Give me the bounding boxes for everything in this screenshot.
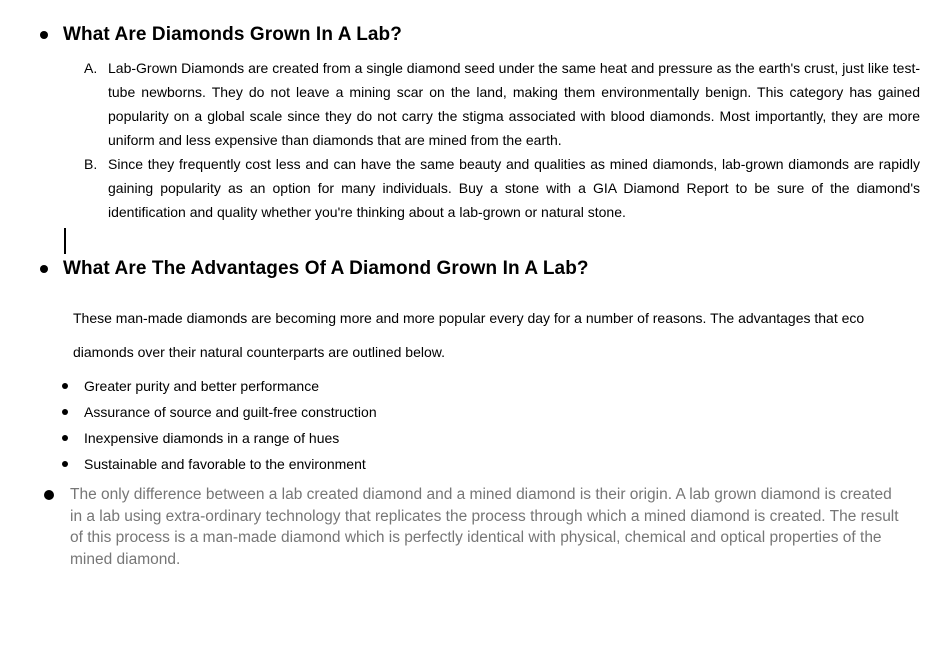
lettered-list: [84, 56, 920, 224]
advantages-list: [62, 373, 948, 477]
bullet-icon: [62, 461, 68, 467]
list-item-text: Inexpensive diamonds in a range of hues: [84, 430, 340, 446]
list-item[interactable]: [84, 56, 920, 152]
list-item-text: Assurance of source and guilt-free construction: [84, 404, 377, 420]
section2-heading-row: [40, 256, 948, 282]
bullet-icon: [40, 31, 48, 39]
list-item[interactable]: [84, 152, 920, 224]
paragraph-text: Since they frequently cost less and can have the same beauty and qualities as mined diamonds, lab-grown diamonds are rapidly gaining popularity as an option for many individuals. Buy a stone with a GIA Diamond Report to be sure of the diamond's identification and quality whether you're thinking about a lab-grown or natural stone.: [108, 156, 920, 220]
bullet-icon: [62, 435, 68, 441]
list-item[interactable]: [62, 399, 948, 425]
bullet-icon: [44, 490, 54, 500]
list-item[interactable]: [62, 425, 948, 451]
text-cursor: [64, 228, 66, 254]
section1-heading[interactable]: What Are Diamonds Grown In A Lab?: [63, 24, 402, 45]
bullet-icon: [62, 409, 68, 415]
bullet-icon: [62, 383, 68, 389]
paragraph-text: Lab-Grown Diamonds are created from a single diamond seed under the same heat and pressure as the earth's crust, just like test-tube newborns. They do not leave a mining scar on the land, making them environmentally benign. This category has gained popularity on a global scale since they do not carry the stigma associated with blood diamonds. Most importantly, they are more uniform and less expensive than diamonds that are mined from the earth.: [108, 60, 920, 148]
list-item-text: Sustainable and favorable to the environment: [84, 456, 366, 472]
section2-heading[interactable]: What Are The Advantages Of A Diamond Grown In A Lab?: [63, 258, 589, 279]
section1-heading-row: [40, 22, 948, 48]
bullet-icon: [40, 265, 48, 273]
note-paragraph-text: The only difference between a lab created diamond and a mined diamond is their origin. A lab grown diamond is created in a lab using extra-ordinary technology that replicates the process through which a mined diamond is created. The result of this process is a man-made diamond which is perfectly identical with physical, chemical and optical properties of the mined diamond.: [70, 486, 899, 568]
list-item[interactable]: [62, 451, 948, 477]
intro-paragraph[interactable]: These man-made diamonds are becoming more and more popular every day for a number of reasons. The advantages that eco diamonds over their natural counterparts are outlined below.: [73, 310, 865, 360]
note-paragraph-row[interactable]: [44, 484, 948, 570]
list-item-text: Greater purity and better performance: [84, 378, 320, 394]
list-marker: A.: [84, 60, 98, 76]
list-marker: B.: [84, 156, 98, 172]
list-item[interactable]: [62, 373, 948, 399]
